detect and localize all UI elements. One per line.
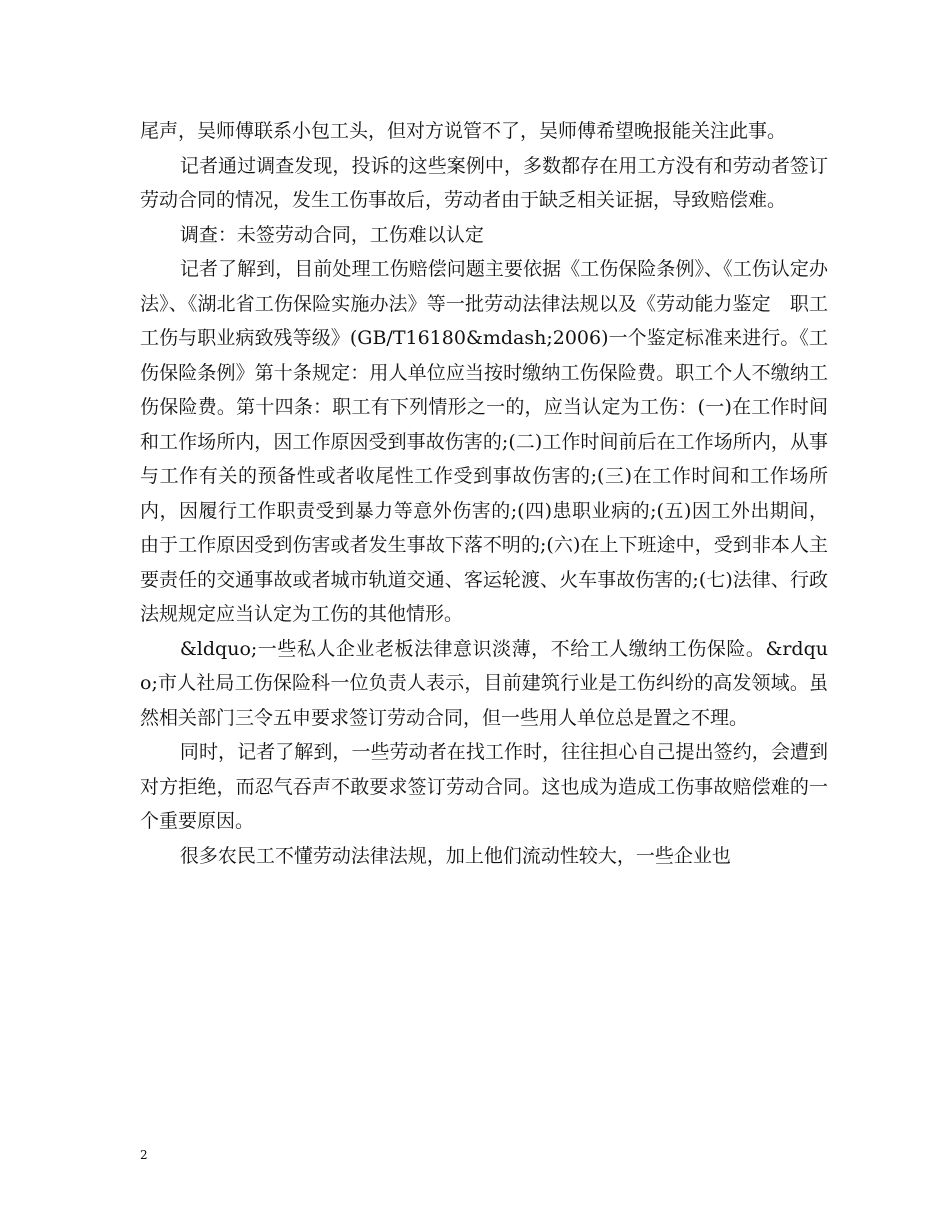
paragraph-regulations: 记者了解到，目前处理工伤赔偿问题主要依据《工伤保险条例》、《工伤认定办法》、《湖北省工伤保险实施办法》等一批劳动法律法规以及《劳动能力鉴定 职工工伤与职业病致残等级》(GB/T16180&mdash;2006)一个鉴定标准来进行。《工伤保险条例》第十条规定：用人单位应当按时缴纳工伤保险费。职工个人不缴纳工伤保险费。第十四条：职工有下列情形之一的，应当认定为工伤：(一)在工作时间和工作场所内，因工作原因受到事故伤害的;(二)工作时间前后在工作场所内，从事与工作有关的预备性或者收尾性工作受到事故伤害的;(三)在工作时间和工作场所内，因履行工作职责受到暴力等意外伤害的;(四)患职业病的;(五)因工外出期间，由于工作原因受到伤害或者发生事故下落不明的;(六)在上下班途中，受到非本人主要责任的交通事故或者城市轨道交通、客运轮渡、火车事故伤害的;(七)法律、行政法规规定应当认定为工伤的其他情形。 [140, 258, 828, 625]
paragraph-official-quote: &ldquo;一些私人企业老板法律意识淡薄，不给工人缴纳工伤保险。&rdquo;市人社局工伤保险科一位负责人表示，目前建筑行业是工伤纠纷的高发领域。虽然相关部门三令五申要求签订劳动合同，但一些用人单位总是置之不理。 [140, 637, 828, 729]
article-body [140, 114, 828, 873]
section-subheading: 调查：未签劳动合同，工伤难以认定 [179, 223, 484, 246]
paragraph-investigation-findings: 记者通过调查发现，投诉的这些案例中，多数都存在用工方没有和劳动者签订劳动合同的情况，发生工伤事故后，劳动者由于缺乏相关证据，导致赔偿难。 [140, 154, 828, 211]
paragraph-worker-concerns: 同时，记者了解到，一些劳动者在找工作时，往往担心自己提出签约，会遭到对方拒绝，而忍气吞声不敢要求签订劳动合同。这也成为造成工伤事故赔偿难的一个重要原因。 [140, 741, 828, 832]
page-number: 2 [140, 1148, 148, 1162]
paragraph-migrant-workers: 很多农民工不懂劳动法律法规，加上他们流动性较大，一些企业也 [179, 844, 731, 867]
paragraph-continuation: 尾声，吴师傅联系小包工头，但对方说管不了，吴师傅希望晚报能关注此事。 [140, 120, 787, 142]
